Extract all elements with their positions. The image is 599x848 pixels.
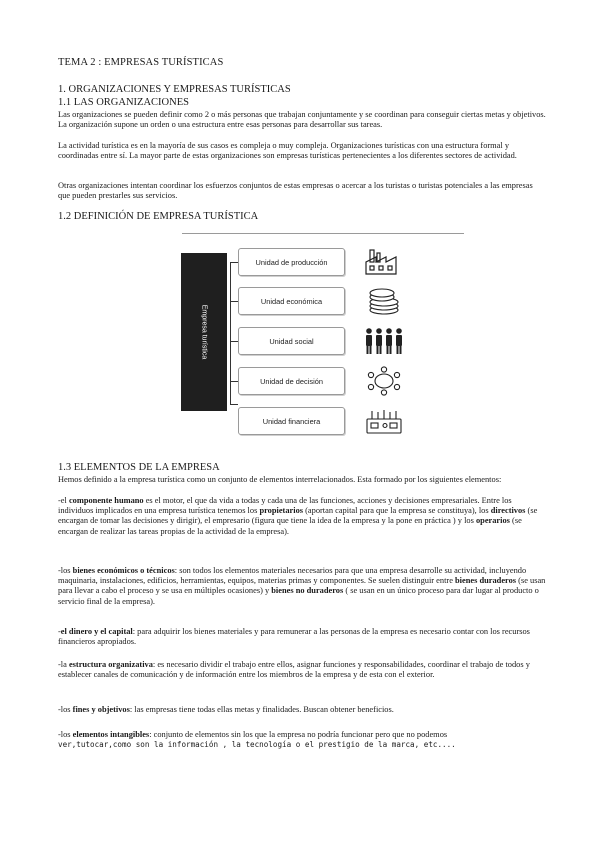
paragraph-elementos-intangibles: -los elementos intangibles: conjunto de elementos sin los que la empresa no podría funcionar pero que no podemos ver,tutocar,como son la información , la tecnología o el prestigio de la marca, etc.... — [58, 730, 456, 750]
box-unidad-decision: Unidad de decisión — [238, 367, 345, 395]
paragraph-estructura-organizativa: -la estructura organizativa: es necesario dividir el trabajo entre ellos, asignar funciones y responsabilidades, coordinar el trabajo de todos y establecer canales de comunicación y de información entre los miembros de la empresa y de esta con el exterior. — [58, 660, 530, 680]
diagram-vertical-label: Empresa turística — [200, 304, 208, 360]
paragraph-actividad-turistica: La actividad turística es en la mayoría de sus casos es compleja o muy compleja. Organizaciones turísticas con una estructura formal y coordinadas entre sí. La mayor parte de estas organizaciones son empresas turísticas pertenecientes a los diferentes sectores de actividad. — [58, 141, 517, 161]
box-unidad-economica: Unidad económica — [238, 287, 345, 315]
paragraph-elementos-intro: Hemos definido a la empresa turística como un conjunto de elementos interrelacionados. Esta formado por los siguientes elementos: — [58, 475, 502, 484]
factory-icon — [362, 246, 406, 276]
diagram-connector — [230, 262, 237, 404]
diagram-tick — [230, 381, 238, 382]
divider-line — [182, 233, 464, 234]
paragraph-otras-organizaciones: Otras organizaciones intentan coordinar los esfuerzos conjuntos de estas empresas o acercar a los turistas o turistas potenciales a las empresas que pueden prestarles sus servicios. — [58, 181, 533, 201]
box-unidad-produccion: Unidad de producción — [238, 248, 345, 276]
people-icon — [362, 326, 406, 356]
document-title: TEMA 2 : EMPRESAS TURÍSTICAS — [58, 57, 224, 68]
paragraph-organizaciones: Las organizaciones se pueden definir como 2 o más personas que trabajan conjuntamente y se coordinan para conseguir ciertas metas y objetivos. La organización supone un orden o una estructura entre esas personas para desarrollar sus tareas. — [58, 110, 546, 130]
section-heading-1-2: 1.2 DEFINICIÓN DE EMPRESA TURÍSTICA — [58, 211, 259, 222]
section-heading-1: 1. ORGANIZACIONES Y EMPRESAS TURÍSTICAS — [58, 84, 291, 95]
cash-register-icon — [362, 406, 406, 436]
coins-icon — [362, 286, 406, 316]
box-unidad-social: Unidad social — [238, 327, 345, 355]
diagram-tick — [230, 262, 238, 263]
diagram-tick — [230, 404, 238, 405]
diagram-tick — [230, 301, 238, 302]
paragraph-fines-objetivos: -los fines y objetivos: las empresas tiene todas ellas metas y finalidades. Buscan obtener beneficios. — [58, 705, 394, 714]
paragraph-dinero-capital: -el dinero y el capital: para adquirir los bienes materiales y para remunerar a las personas de la empresa es necesario contar con los recursos financieros apropiados. — [58, 627, 530, 647]
diagram-tick — [230, 341, 238, 342]
meeting-table-icon — [362, 366, 406, 396]
paragraph-bienes-economicos: -los bienes económicos o técnicos: son todos los elementos materiales necesarios para que una empresa desarrolle su actividad, incluyendo maquinaria, instalaciones, edificios, herramientas, equipos, materias primas y componentes. Se suelen distinguir entre bienes duraderos (se usan para llevar a cabo el proceso y se usa en múltiples ocasiones) y bienes no duraderos ( se usan en un único proceso para dar lugar al producto o servicio final de la empresa). — [58, 566, 546, 606]
section-heading-1-3: 1.3 ELEMENTOS DE LA EMPRESA — [58, 462, 220, 473]
section-heading-1-1: 1.1 LAS ORGANIZACIONES — [58, 97, 189, 108]
box-unidad-financiera: Unidad financiera — [238, 407, 345, 435]
paragraph-componente-humano: -el componente humano es el motor, el que da vida a todas y cada una de las funciones, acciones y decisiones empresariales. Entre los individuos implicados en una empresa turística tenemos los propietarios (aportan capital para que la empresa se constituya), los directivos (se encargan de tomar las decisiones y dirigir), el empresario (figura que tiene la idea de la empresa y la pone en práctica ) y los operarios (se encargan de realizar las tareas propias de la actividad de la empresa). — [58, 496, 538, 536]
